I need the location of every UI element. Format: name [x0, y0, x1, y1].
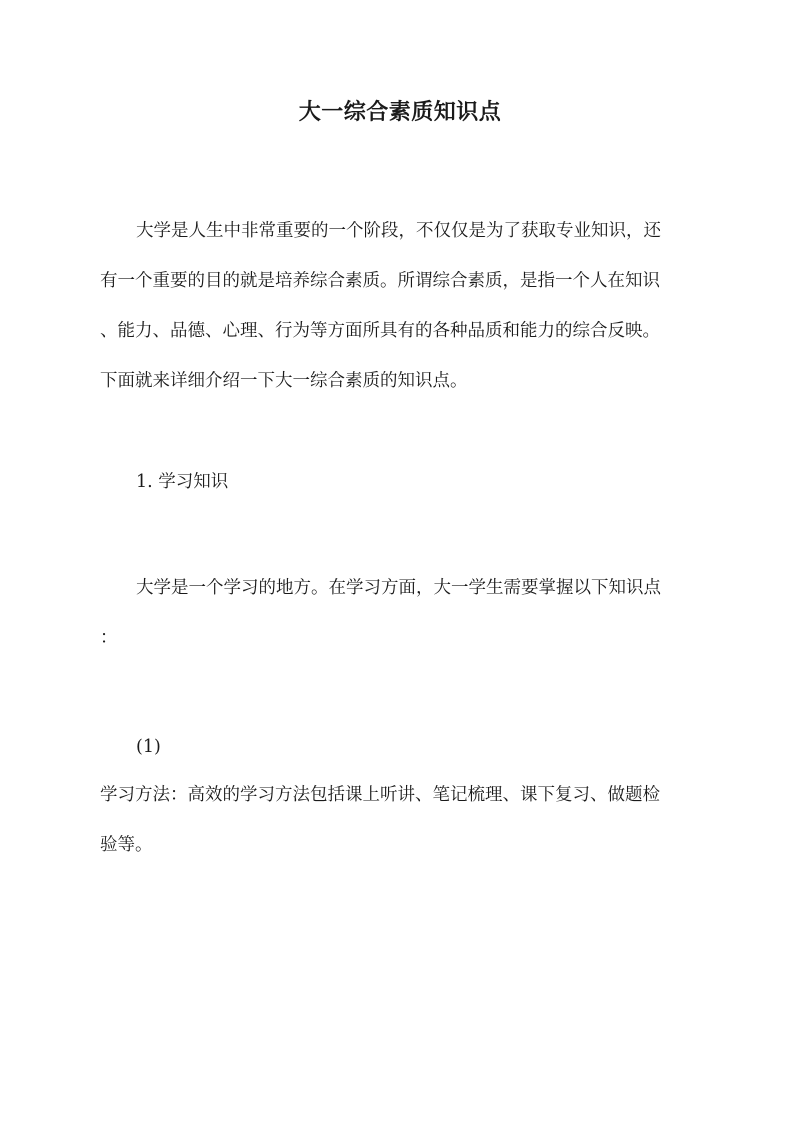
list-item-paragraph	[100, 770, 710, 870]
intro-line: 下面就来详细介绍一下大一综合素质的知识点。	[100, 371, 468, 391]
page-title: 大一综合素质知识点	[298, 99, 502, 125]
intro-line: 有一个重要的目的就是培养综合素质。所谓综合素质，是指一个人在知识	[100, 271, 660, 291]
intro-line: 大学是人生中非常重要的一个阶段，不仅仅是为了获取专业知识，还	[136, 221, 661, 241]
list-item-line: 验等。	[100, 835, 153, 855]
section-line: ：	[100, 628, 118, 648]
intro-paragraph	[100, 206, 710, 406]
intro-line: 、能力、品德、心理、行为等方面所具有的各种品质和能力的综合反映。	[100, 321, 660, 341]
list-item-line: 学习方法：高效的学习方法包括课上听讲、笔记梳理、课下复习、做题检	[100, 785, 660, 805]
section-paragraph	[100, 563, 710, 663]
list-item-number: (1)	[136, 737, 161, 757]
list-item-marker	[100, 722, 710, 772]
section-line: 大学是一个学习的地方。在学习方面，大一学生需要掌握以下知识点	[136, 578, 661, 598]
section-heading-text: 1. 学习知识	[136, 472, 229, 492]
section-heading	[100, 457, 710, 507]
